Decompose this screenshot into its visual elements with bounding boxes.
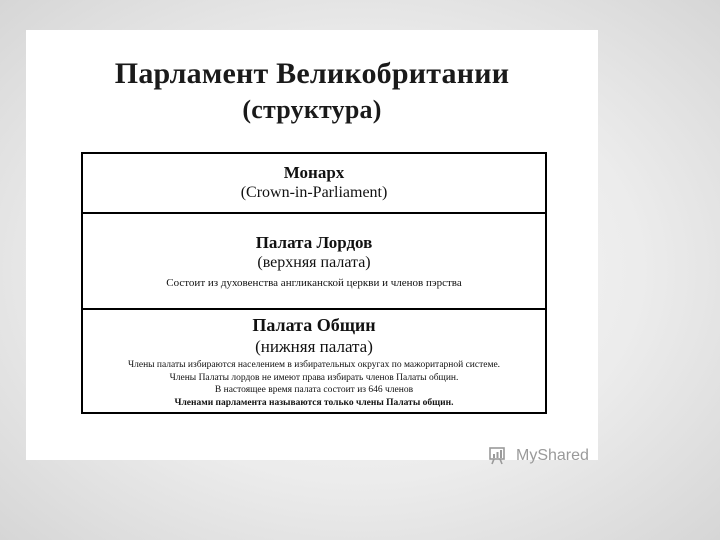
lords-name: Палата Лордов bbox=[255, 232, 373, 252]
monarch-box bbox=[83, 154, 545, 214]
commons-note: В настоящее время палата состоит из 646 членов bbox=[214, 385, 414, 395]
lords-sub: (верхняя палата) bbox=[257, 253, 371, 271]
commons-note-bold: Членами парламента называются только члены Палаты общин. bbox=[174, 397, 454, 408]
house-of-commons-box bbox=[83, 310, 545, 412]
commons-note: Члены Палаты лордов не имеют права избирать членов Палаты общин. bbox=[169, 372, 459, 383]
monarch-name: Монарх bbox=[283, 163, 345, 182]
slide bbox=[26, 30, 598, 464]
house-of-lords-box bbox=[83, 214, 545, 310]
commons-sub: (нижняя палата) bbox=[255, 337, 373, 356]
page-subtitle: (структура) bbox=[242, 95, 382, 124]
page-title: Парламент Великобритании bbox=[114, 57, 510, 90]
commons-note: Члены палаты избираются населением в избирательных округах по мажоритарной системе. bbox=[127, 360, 501, 370]
myshared-text: MyShared bbox=[516, 447, 589, 464]
myshared-watermark bbox=[488, 446, 589, 466]
lords-description: Состоит из духовенства англиканской церкви и членов пэрства bbox=[166, 276, 462, 289]
myshared-logo-icon bbox=[488, 446, 512, 466]
commons-name: Палата Общин bbox=[252, 315, 376, 335]
monarch-sub: (Crown-in-Parliament) bbox=[240, 184, 388, 201]
parliament-structure-table bbox=[81, 152, 547, 414]
